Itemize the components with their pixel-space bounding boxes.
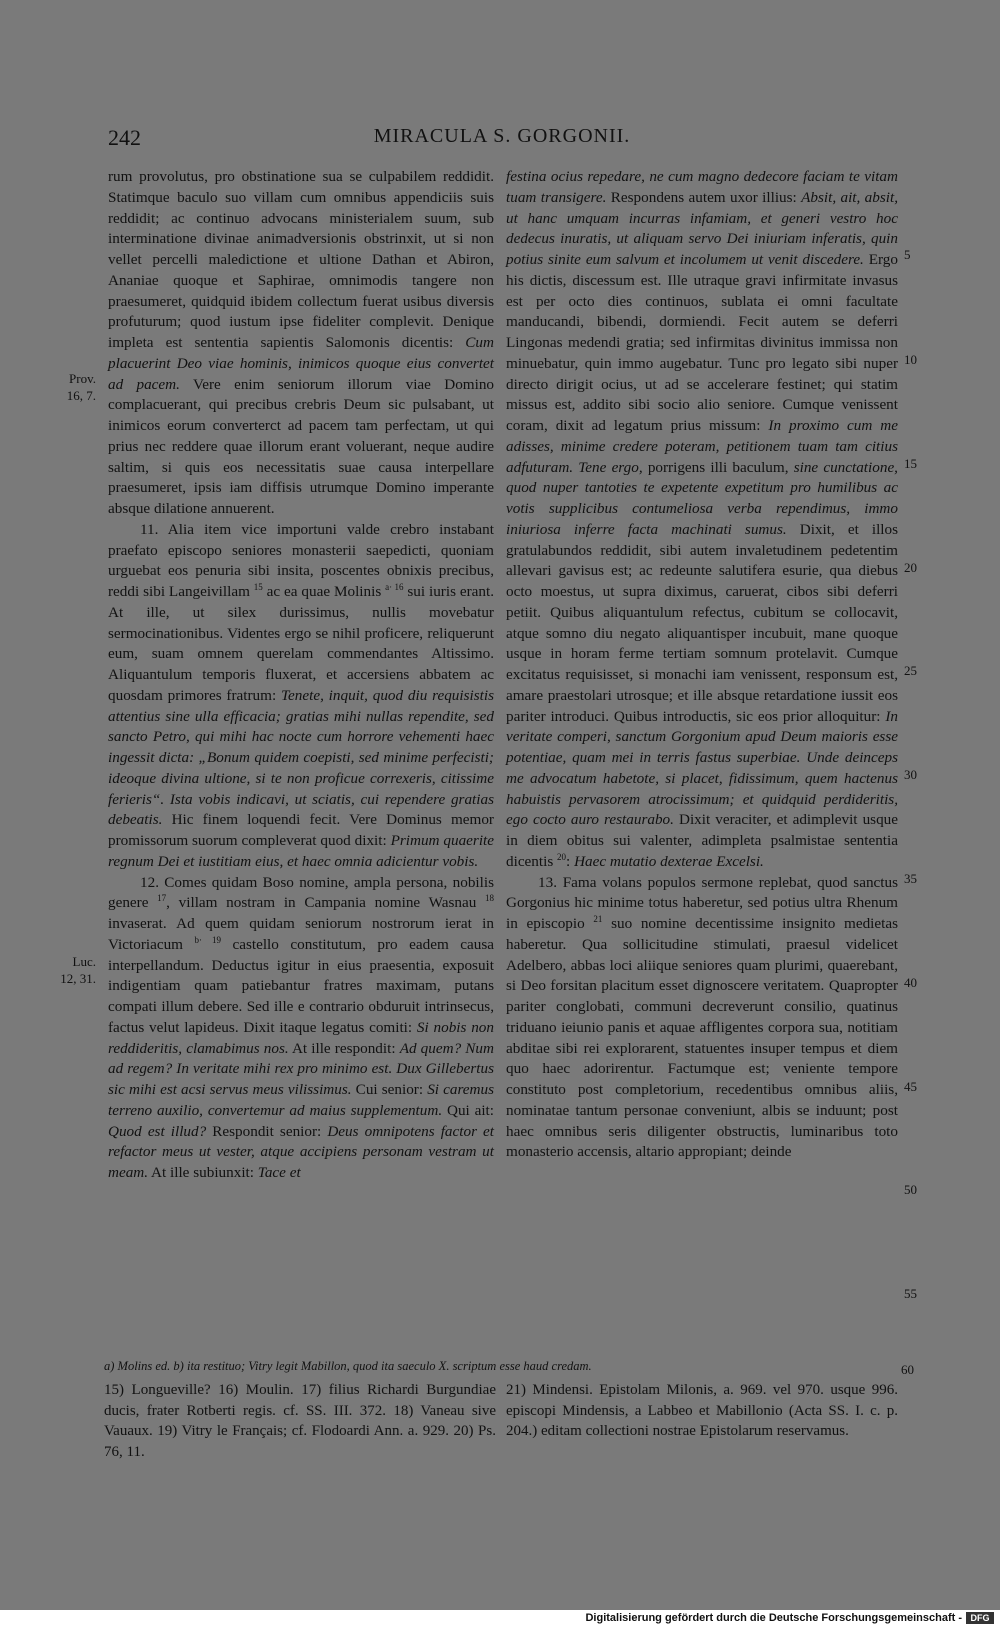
margin-note-luc-ref: 12, 31. bbox=[60, 971, 96, 986]
margin-note-prov bbox=[56, 370, 96, 404]
line-number: 40 bbox=[904, 975, 917, 990]
paragraph-10-end: rum provolutus, pro obstinatione sua se culpabilem reddidit. Statimque baculo suo villam cum omnibus appendiciis suis reddidit; ac continuo advocans ministerialem suum, sub interminatione divinae animadversionis obstrinxit, ut si non vellet percelli maledictione et ultione Dathan et Abiron, Ananiae quoque et Saphirae, omnimodis tangere non praesumeret, quidquid ibidem collectum fuerat usibus diversis profuturum; quod iustum ipse fideliter complevit. Denique impleta est sententia sapientis Salomonis dicentis: Cum placuerint Deo viae hominis, inimicos quoque eius convertet ad pacem. Vere enim seniorum illorum viae Domino complacuerant, qui precibus crebris Deum sic pulsabant, ut inimicos eorum converterct ad pacem tam perfectam, ut qui prius nec reddere quae illorum erant voluerant, neque audire saltim, si quis eos necessitatis suae causa interpellare praesumeret, ipsis iam diffisis utrumque Domino imperante absque dilatione annuerent. bbox=[108, 168, 495, 517]
footnote-text: 21) Mindensi. Epistolam Milonis, a. 969. vel 970. usque 996. episcopi Mindensis, a Labbeo et Mabillonio (Acta SS. I. c. p. 204.) editam collectioni nostrae Epistolarum reservamus. bbox=[506, 1382, 898, 1439]
right-column bbox=[506, 167, 898, 1163]
line-number: 45 bbox=[904, 1079, 917, 1094]
line-number: 10 bbox=[904, 352, 917, 367]
funding-notice: Digitalisierung gefördert durch die Deutsche Forschungsgemeinschaft - bbox=[585, 1612, 962, 1624]
line-number: 55 bbox=[904, 1286, 917, 1301]
footer-bar bbox=[0, 1610, 1000, 1627]
footnotes-left bbox=[104, 1380, 496, 1462]
margin-note-luc bbox=[52, 953, 96, 987]
line-number: 15 bbox=[904, 456, 917, 471]
line-number: 50 bbox=[904, 1182, 917, 1197]
footnote-text: 15) Longueville? 16) Moulin. 17) filius Richardi Burgundiae ducis, frater Rotberti regis. cf. SS. III. 372. 18) Vaneau sive Vauaux. 19) Vitry le Français; cf. Flodoardi Ann. a. 929. 20) Ps. 76, 11. bbox=[104, 1382, 496, 1460]
line-number: 30 bbox=[904, 767, 917, 782]
line-number: 60 bbox=[901, 1362, 914, 1377]
page-number: 242 bbox=[108, 125, 141, 150]
line-number: 5 bbox=[904, 247, 911, 262]
footnotes-right bbox=[506, 1380, 898, 1442]
running-title: MIRACULA S. GORGONII. bbox=[373, 125, 631, 147]
dfg-logo-icon: DFG bbox=[966, 1612, 994, 1624]
line-number: 35 bbox=[904, 871, 917, 886]
page-header bbox=[108, 125, 896, 151]
margin-note-prov-ref: 16, 7. bbox=[66, 388, 96, 403]
margin-note-prov-label: Prov. bbox=[69, 371, 96, 386]
paragraph-11: 11. Alia item vice importuni valde crebro instabant praefato episcopo seniores monasterii saepedicti, quoniam urguebat eos penuria sibi insita, poscentes obnixis precibus, reddi sibi Langeivillam $^{15}$ ac ea quae Molinis $^{a\cdot 16}$ sui iuris erant. At ille, ut silex durissimus, nullis movebatur sermocinationibus. Videntes ergo se nihil proficere, reliquerunt eum, suam omnem querelam commendantes Altissimo. Aliquantulum temporis fluxerat, et accersiens abbatem ac quosdam primores fratrum: Tenete, inquit, quod diu requisistis attentius sine ulla efficacia; gratias mihi nullas rependite, sed sancto Petro, qui mihi hac nocte cum horrore vehementi haec ingessit dicta: „Bonum quidem coepisti, sed minime perfecisti; ideoque divina ultione, si te non proficue correxeris, citissime ferieris“. Ista vobis indicavi, ut sciatis, cui rependere gratias debeatis. Hic finem loquendi fecit. Vere Dominus memor promissorum suorum compleverat quod dixit: Primum quaerite regnum Dei et iustitiam eius, et haec omnia adicientur vobis. bbox=[108, 520, 495, 870]
paragraph-12: 12. Comes quidam Boso nomine, ampla persona, nobilis genere $^{17}$, villam nostram in Campania nomine Wasnau $^{18}$ invaserat. Ad quem quidam seniorum nostrorum ierat in Victoriacum $^{b\cdot 19}$ castello constitutum, pro eadem causa interpellandum. Deductus igitur in eius praesentia, exposuit indigentiam quam patiebantur fratres maximam, putans compati illum debere. Sed ille e contrario obduruit intrinsecus, factus velut lapideus. Dixit itaque legatus comiti: Si nobis non reddideritis, clamabimus nos. At ille respondit: Ad quem? Num ad regem? In veritate mihi rex pro minimo est. Dux Gillebertus sic mihi est acsi servus meus vilissimus. Cui senior: Si caremus terreno auxilio, convertemur ad maius supplementum. Qui ait: Quod est illud? Respondit senior: Deus omnipotens factor et refactor meus ut vester, atque accipiens personam vestram ut meam. At ille subiunxit: Tace et bbox=[108, 873, 495, 1181]
margin-note-luc-label: Luc. bbox=[72, 954, 96, 969]
paragraph-13: 13. Fama volans populos sermone replebat, quod sanctus Gorgonius hic minime totus haberetur, sed potius ultra Rhenum in episcopio $^{21}$ suo nomine decentissime insignito medietas haberetur. Qua sollicitudine stimulati, praesul videlicet Adelbero, abbas loci aliique seniores quam plurimi, quaerebant, si Deo forsitan placitum esset dignoscere veritatem. Quapropter pariter conglobati, communi decreverunt consilio, quatinus triduano ieiunio panis et aquae affligentes corpora sua, notitiam abditae sibi rei explorarent, statuentes insuper tempus et diem quo haec adorirentur. Factumque est; veniente tempore constituto post completorium, recedentibus omnibus aliis, nominatae tantum personae conveniunt, albis se induunt; post haec omnibus seris diligenter obstructis, luminaribus toto monasterio accensis, altario appropiant; deinde bbox=[506, 873, 899, 1161]
critical-apparatus: a) Molins ed. b) ita restituo; Vitry legit Mabillon, quod ita saeculo X. scriptum esse haud credam. bbox=[104, 1359, 592, 1373]
paragraph-12-cont: festina ocius repedare, ne cum magno dedecore faciam te vitam tuam transigere. Respondens autem uxor illius: Absit, ait, absit, ut hanc umquam incurras infamiam, et generi vestro hoc dedecus inuratis, ut aliquam servo Dei iniuriam inferatis, quin potius sinite eum salvum et incolumem ut venit discedere. Ergo his dictis, discessum est. Ille utraque gravi infirmitate invasus est per octo dies continuos, sublata ei omni facultate manducandi, bibendi, dormiendi. Fecit autem se deferri Lingonas medendi gratia; sed infirmitas divinitus immissa non minuebatur, quin immo augebatur. Tunc pro legato sibi nuper directo dirigit ocius, ut ad se accelerare festinet; qui statim missus est, addito sibi socio alio seniore. Cumque venissent coram, dixit ad legatum prius missum: In proximo cum me adisses, minime credere poteram, petitionem tuam tam citius adfuturam. Tene ergo, porrigens illi baculum, sine cunctatione, quod nuper tantoties te expetente expetitum pro humilibus ac votis supplicibus contumeliosa verba rependimus, immo iniuriosa inferre facta machinati sumus. Dixit, et illos gratulabundos reddidit, sibi autem invaletudinem pedetentim allevari gavisus est; ac redeunte salutifera esurie, qua diebus octo moestus, ut supra diximus, caruerat, cibos sibi deferri petiit. Quibus aliquantulum refectus, cubitum se collocavit, atque somno diu negato aliquantisper incubuit, mane quoque usque in horam ferme tertiam somnum protelavit. Cumque excitatus requisisset, si monachi iam venissent, responsum est, amare praestolari utrosque; et ille absque retardatione iussit eos pariter introduci. Quibus introductis, sic eos prior alloquitur: In veritate comperi, sanctum Gorgonium apud Deum maioris esse potentiae, quam mei in terris fastus superbiae. Unde deinceps me advocatum habetote, si placet, fidissimum, quem hactenus habuistis pervasorem atrocissimum; et quidquid perdideritis, ego cocto auro restaurabo. Dixit veraciter, et adimplevit usque in diem obitus sui valenter, adimpleta psalmistae sententia dicentis $^{20}$: Haec mutatio dexterae Excelsi. bbox=[506, 168, 899, 870]
line-number: 25 bbox=[904, 663, 917, 678]
line-number: 20 bbox=[904, 560, 917, 575]
left-column bbox=[108, 167, 494, 1184]
